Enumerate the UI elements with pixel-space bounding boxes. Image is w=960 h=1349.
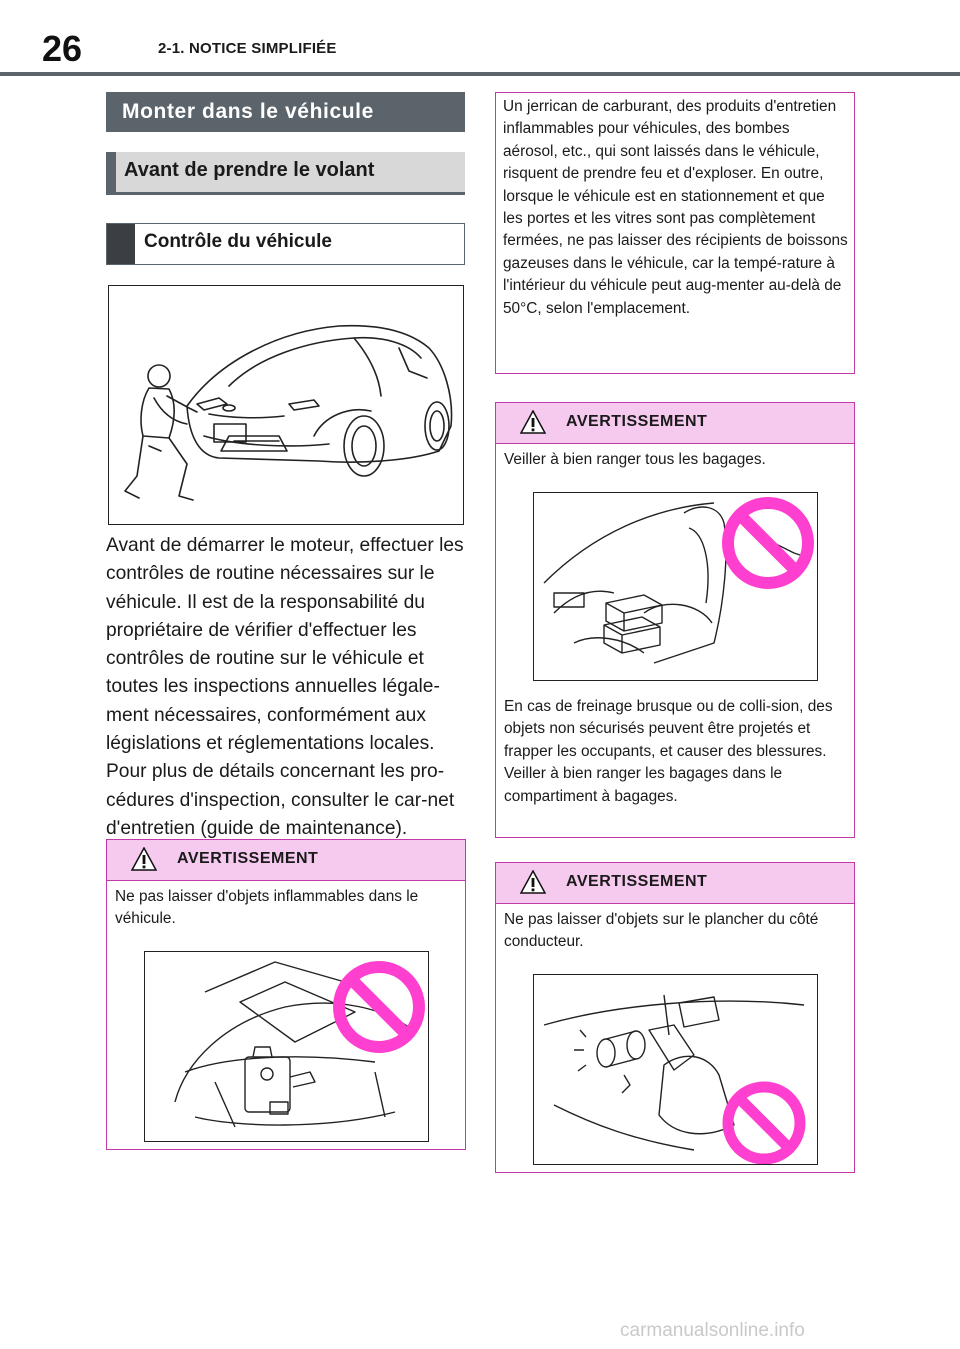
car-inspection-drawing <box>109 286 463 524</box>
page-number: 26 <box>42 28 83 69</box>
header-rule <box>0 72 960 76</box>
pedal-drawing <box>534 975 817 1164</box>
seat-drawing <box>534 493 817 680</box>
warning-triangle-icon <box>520 870 546 894</box>
warning-box-driver-floor <box>495 862 855 1173</box>
watermark: carmanualsonline.info <box>620 1320 805 1341</box>
inspection-paragraph <box>106 532 468 843</box>
heading-marker <box>107 224 135 264</box>
warning-text: Veiller à bien ranger tous les bagages. <box>504 451 766 468</box>
prohibition-icon <box>728 1087 800 1159</box>
warning-title: AVERTISSEMENT <box>177 850 319 867</box>
page-header <box>0 0 960 78</box>
topic-heading <box>106 223 465 265</box>
warning-box-luggage <box>495 402 855 838</box>
subsection-heading <box>106 152 465 195</box>
seat-luggage-illustration <box>533 492 818 681</box>
trunk-drawing <box>145 952 428 1141</box>
section-heading <box>106 92 465 132</box>
warning-title: AVERTISSEMENT <box>566 873 708 890</box>
heading-marker <box>106 152 116 195</box>
trunk-jerrican-illustration <box>144 951 429 1142</box>
prohibition-icon <box>728 503 808 583</box>
chapter-title: 2-1. NOTICE SIMPLIFIÉE <box>158 40 337 57</box>
section-heading-text: Monter dans le véhicule <box>122 100 374 123</box>
warning-header <box>496 863 854 904</box>
warning-triangle-icon <box>520 410 546 434</box>
warning-text: Ne pas laisser d'objets sur le plancher du côté conducteur. <box>504 911 819 951</box>
pedal-obstruction-illustration <box>533 974 818 1165</box>
prohibition-icon <box>339 967 419 1047</box>
warning-header <box>496 403 854 444</box>
vehicle-inspection-illustration <box>108 285 464 525</box>
warning-title: AVERTISSEMENT <box>566 413 708 430</box>
warning-text-detail: En cas de freinage brusque ou de colli-sion, des objets non sécurisés peuvent être projetés et frapper les occupants, et causer des blessures. Veiller à bien ranger les bagages dans le compartiment à bagages. <box>504 698 833 805</box>
subsection-heading-text: Avant de prendre le volant <box>124 159 375 181</box>
paragraph-text: Avant de démarrer le moteur, effectuer les contrôles de routine nécessaires sur le véhicule. Il est de la responsabilité du propriétaire de vérifier d'effectuer les contrôles de routine sur le véhicule et toutes les inspections annuelles légale-ment nécessaires, conformément aux législations et réglementations locales. Pour plus de détails concernant les pro-cédures d'inspection, consulter le car-net d'entretien (guide de maintenance). <box>106 535 464 839</box>
warning-box-flammables <box>106 839 466 1150</box>
warning-text: Ne pas laisser d'objets inflammables dans le véhicule. <box>115 888 419 928</box>
warning-header <box>107 840 465 881</box>
warning-continued-box <box>495 92 855 374</box>
topic-heading-text: Contrôle du véhicule <box>144 231 332 252</box>
warning-continued-text: Un jerrican de carburant, des produits d'entretien inflammables pour véhicules, des bombes aérosol, etc., qui sont laissés dans le véhicule, risquent de prendre feu et d'exploser. En outre, lorsque le véhicule est en stationnement et que les portes et les vitres sont pas complètement fermées, ne pas laisser des récipients de boissons gazeuses dans le véhicule, car la tempé-rature à l'intérieur du véhicule peut aug-menter au-delà de 50°C, selon l'emplacement. <box>503 98 848 317</box>
warning-triangle-icon <box>131 847 157 871</box>
